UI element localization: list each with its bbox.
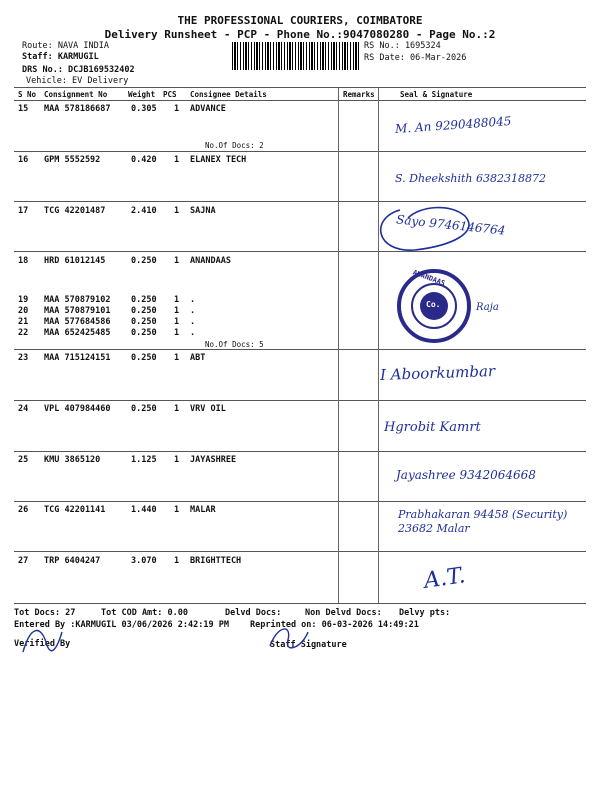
row-consignee: . bbox=[190, 306, 196, 316]
row-consignment: VPL 407984460 bbox=[44, 404, 111, 414]
row-weight: 0.250 bbox=[131, 404, 157, 414]
row-consignee: SAJNA bbox=[190, 206, 216, 216]
verified-signature-icon bbox=[18, 622, 68, 662]
row-pcs: 1 bbox=[174, 556, 180, 566]
company-title: THE PROFESSIONAL COURIERS, COIMBATORE bbox=[177, 14, 423, 27]
row-consignee: ADVANCE bbox=[190, 104, 226, 114]
row-consignment: MAA 570879102 bbox=[44, 295, 111, 305]
non-delivered-docs: Non Delvd Docs: bbox=[305, 608, 382, 618]
row-sno: 20 bbox=[18, 306, 29, 316]
staff-signature-icon bbox=[262, 618, 312, 658]
delivered-docs: Delvd Docs: bbox=[225, 608, 282, 618]
row-signature: Hgrobit Kamrt bbox=[384, 420, 481, 435]
row-pcs: 1 bbox=[174, 295, 180, 305]
stamp-signature: Raja bbox=[476, 302, 499, 313]
row-consignee: BRIGHTTECH bbox=[190, 556, 242, 566]
row-consignment: GPM 5552592 bbox=[44, 155, 101, 165]
row-weight: 0.250 bbox=[131, 328, 157, 338]
total-cod-amount: Tot COD Amt: 0.00 bbox=[101, 608, 188, 618]
col-pcs: PCS bbox=[163, 90, 177, 99]
row-sno: 26 bbox=[18, 505, 29, 515]
col-weight: Weight bbox=[128, 90, 156, 99]
row-pcs: 1 bbox=[174, 328, 180, 338]
entered-by: Entered By :KARMUGIL 03/06/2026 2:42:19 PM bbox=[14, 620, 229, 630]
row-consignment: MAA 577684586 bbox=[44, 317, 111, 327]
row-weight: 0.250 bbox=[131, 295, 157, 305]
verified-by-label: Verified By bbox=[14, 639, 71, 649]
vehicle-label: Vehicle: EV Delivery bbox=[26, 76, 129, 86]
row-docs-count: No.Of Docs: 2 bbox=[205, 141, 264, 150]
row-consignment: KMU 3865120 bbox=[44, 455, 101, 465]
rs-date: RS Date: 06-Mar-2026 bbox=[364, 53, 467, 63]
row-sno: 23 bbox=[18, 353, 29, 363]
delivery-points: Delvy pts: bbox=[399, 608, 451, 618]
row-consignee: MALAR bbox=[190, 505, 216, 515]
row-sno: 18 bbox=[18, 256, 29, 266]
staff-signature-label: Staff Signature bbox=[270, 640, 347, 650]
row-weight: 0.305 bbox=[131, 104, 157, 114]
row-signature: A.T. bbox=[422, 563, 467, 594]
row-sno: 15 bbox=[18, 104, 29, 114]
company-seal-stamp: ANANDAAS Co. bbox=[396, 268, 472, 344]
row-pcs: 1 bbox=[174, 353, 180, 363]
row-pcs: 1 bbox=[174, 155, 180, 165]
row-consignment: MAA 570879101 bbox=[44, 306, 111, 316]
row-pcs: 1 bbox=[174, 206, 180, 216]
col-seal-signature: Seal & Signature bbox=[400, 90, 473, 99]
row-consignee: ABT bbox=[190, 353, 206, 363]
col-sno: S No bbox=[18, 90, 37, 99]
staff-label: Staff: KARMUGIL bbox=[22, 52, 99, 62]
row-pcs: 1 bbox=[174, 455, 180, 465]
row-consignment: TCG 42201141 bbox=[44, 505, 106, 515]
row-signature: S. Dheekshith 6382318872 bbox=[395, 172, 546, 185]
row-consignment: TRP 6404247 bbox=[44, 556, 101, 566]
row-weight: 3.070 bbox=[131, 556, 157, 566]
row-sno: 27 bbox=[18, 556, 29, 566]
row-pcs: 1 bbox=[174, 317, 180, 327]
row-consignee: JAYASHREE bbox=[190, 455, 237, 465]
drs-number: DRS No.: DCJB169532402 bbox=[22, 65, 135, 75]
row-signature: Jayashree 9342064668 bbox=[396, 468, 536, 482]
col-consignee: Consignee Details bbox=[190, 90, 267, 99]
barcode-image bbox=[232, 42, 360, 70]
row-sno: 24 bbox=[18, 404, 29, 414]
row-weight: 0.420 bbox=[131, 155, 157, 165]
row-consignee: ELANEX TECH bbox=[190, 155, 247, 165]
row-consignment: MAA 715124151 bbox=[44, 353, 111, 363]
rs-number: RS No.: 1695324 bbox=[364, 41, 441, 51]
row-weight: 2.410 bbox=[131, 206, 157, 216]
row-consignee: . bbox=[190, 295, 196, 305]
row-weight: 0.250 bbox=[131, 353, 157, 363]
col-consignment: Consignment No bbox=[44, 90, 108, 99]
col-remarks: Remarks bbox=[343, 90, 375, 99]
row-docs-count: No.Of Docs: 5 bbox=[205, 340, 264, 349]
row-sno: 17 bbox=[18, 206, 29, 216]
row-sno: 25 bbox=[18, 455, 29, 465]
row-weight: 0.250 bbox=[131, 256, 157, 266]
reprinted-on: Reprinted on: 06-03-2026 14:49:21 bbox=[250, 620, 419, 630]
row-consignee: ANANDAAS bbox=[190, 256, 231, 266]
row-weight: 0.250 bbox=[131, 317, 157, 327]
row-sno: 22 bbox=[18, 328, 29, 338]
row-signature: Prabhakaran 94458 (Security) 23682 Malar bbox=[398, 508, 568, 535]
row-pcs: 1 bbox=[174, 505, 180, 515]
row-signature: Sayo 9746146764 bbox=[395, 212, 506, 238]
row-weight: 1.440 bbox=[131, 505, 157, 515]
row-consignee: . bbox=[190, 328, 196, 338]
row-consignment: MAA 578186687 bbox=[44, 104, 111, 114]
route-label: Route: NAVA INDIA bbox=[22, 41, 109, 51]
row-pcs: 1 bbox=[174, 306, 180, 316]
row-consignment: HRD 61012145 bbox=[44, 256, 106, 266]
row-sno: 19 bbox=[18, 295, 29, 305]
total-docs: Tot Docs: 27 bbox=[14, 608, 76, 618]
row-pcs: 1 bbox=[174, 404, 180, 414]
row-weight: 1.125 bbox=[131, 455, 157, 465]
row-signature: I Aboorkumbar bbox=[379, 361, 496, 385]
row-consignee: VRV OIL bbox=[190, 404, 226, 414]
row-consignment: MAA 652425485 bbox=[44, 328, 111, 338]
row-sno: 16 bbox=[18, 155, 29, 165]
row-pcs: 1 bbox=[174, 256, 180, 266]
row-pcs: 1 bbox=[174, 104, 180, 114]
row-consignee: . bbox=[190, 317, 196, 327]
row-sno: 21 bbox=[18, 317, 29, 327]
row-signature: M. An 9290488045 bbox=[394, 113, 512, 137]
row-consignment: TCG 42201487 bbox=[44, 206, 106, 216]
runsheet-subtitle: Delivery Runsheet - PCP - Phone No.:9047080280 - Page No.:2 bbox=[104, 28, 496, 41]
row-weight: 0.250 bbox=[131, 306, 157, 316]
